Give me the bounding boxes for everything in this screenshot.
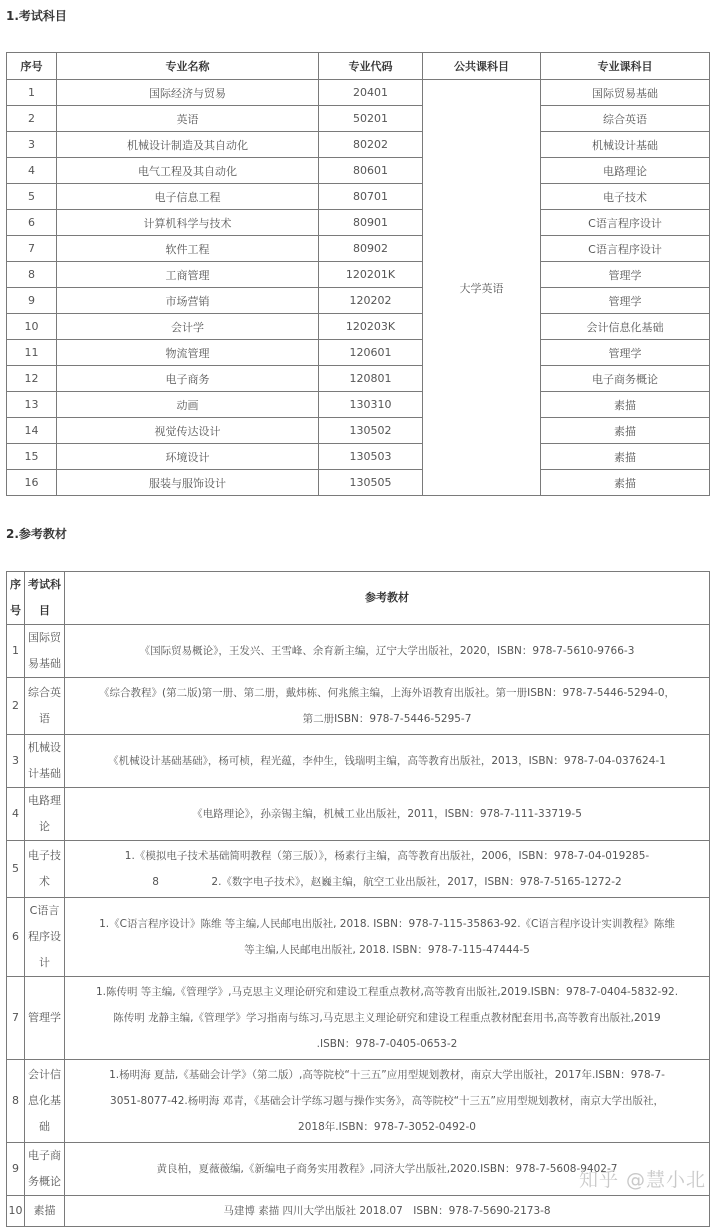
major-subject: C语言程序设计 (541, 236, 710, 262)
reference-book (65, 625, 710, 678)
major-name: 电子信息工程 (57, 184, 319, 210)
major-subject: 电子技术 (541, 184, 710, 210)
table-row (7, 444, 710, 470)
major-subject: 素描 (541, 444, 710, 470)
row-number: 12 (7, 366, 57, 392)
header-no: 序号 (7, 572, 25, 625)
row-number: 9 (7, 288, 57, 314)
table-header-row (7, 572, 710, 625)
exam-subject: 国际贸易基础 (25, 625, 65, 678)
table-row (7, 418, 710, 444)
table-row (7, 340, 710, 366)
row-number: 5 (7, 841, 25, 898)
major-code: 80902 (319, 236, 423, 262)
reference-book-line: 1.《C语言程序设计》陈维 等主编,人民邮电出版社, 2018. ISBN：978-7-115-35863-92.《C语言程序设计实训教程》陈维 (99, 918, 675, 930)
exam-subject: 电路理论 (25, 788, 65, 841)
reference-book-line: 《电路理论》，孙亲锡主编，机械工业出版社，2011，ISBN：978-7-111-33719-5 (192, 808, 582, 820)
major-code: 120203K (319, 314, 423, 340)
exam-subject: 管理学 (25, 977, 65, 1060)
major-subject: 素描 (541, 418, 710, 444)
table-row (7, 977, 710, 1060)
reference-book-line: 《综合教程》(第二版)第一册、第二册，戴炜栋、何兆熊主编，上海外语教育出版社。第一册ISBN：978-7-5446-5294-0， (98, 687, 675, 699)
major-subject: 管理学 (541, 262, 710, 288)
section-title-exam-subjects: 1.考试科目 (6, 9, 67, 23)
exam-subject: C语言程序设计 (25, 898, 65, 977)
major-name: 国际经济与贸易 (57, 80, 319, 106)
major-code: 80601 (319, 158, 423, 184)
table-row (7, 470, 710, 496)
major-code: 130503 (319, 444, 423, 470)
major-name: 服装与服饰设计 (57, 470, 319, 496)
row-number: 16 (7, 470, 57, 496)
row-number: 10 (7, 1196, 25, 1227)
row-number: 1 (7, 625, 25, 678)
reference-book-line: .ISBN：978-7-0405-0653-2 (316, 1038, 458, 1050)
row-number: 8 (7, 262, 57, 288)
reference-book-line: 8 2.《数字电子技术》，赵巍主编，航空工业出版社，2017，ISBN：978-7-5165-1272-2 (152, 876, 622, 888)
reference-book-line: 《机械设计基础基础》，杨可桢，程光蕴，李仲生，钱瑞明主编，高等教育出版社，2013，ISBN：978-7-04-037624-1 (108, 755, 666, 767)
major-subject: 管理学 (541, 340, 710, 366)
major-name: 工商管理 (57, 262, 319, 288)
row-number: 4 (7, 158, 57, 184)
major-name: 视觉传达设计 (57, 418, 319, 444)
major-code: 130502 (319, 418, 423, 444)
header-major: 专业名称 (57, 53, 319, 80)
row-number: 6 (7, 210, 57, 236)
reference-book-line: 等主编,人民邮电出版社, 2018. ISBN：978-7-115-47444-5 (244, 944, 530, 956)
exam-subject: 素描 (25, 1196, 65, 1227)
row-number: 3 (7, 132, 57, 158)
major-name: 物流管理 (57, 340, 319, 366)
table-row (7, 184, 710, 210)
major-subject: 素描 (541, 392, 710, 418)
major-code: 80901 (319, 210, 423, 236)
major-name: 会计学 (57, 314, 319, 340)
major-name: 市场营销 (57, 288, 319, 314)
table-row (7, 210, 710, 236)
table-header-row (7, 53, 710, 80)
header-major-subject: 专业课科目 (541, 53, 710, 80)
header-public-subject: 公共课科目 (423, 53, 541, 80)
major-subject: 国际贸易基础 (541, 80, 710, 106)
table-row (7, 262, 710, 288)
table-row (7, 236, 710, 262)
reference-book-line: 陈传明 龙静主编,《管理学》学习指南与练习,马克思主义理论研究和建设工程重点教材配套用书,高等教育出版社,2019 (113, 1012, 661, 1024)
major-subject: 机械设计基础 (541, 132, 710, 158)
major-code: 80701 (319, 184, 423, 210)
reference-book-line: 1.《模拟电子技术基础简明教程（第三版）》，杨素行主编，高等教育出版社，2006，ISBN：978-7-04-019285- (124, 850, 650, 862)
table-row (7, 80, 710, 106)
row-number: 1 (7, 80, 57, 106)
major-code: 120201K (319, 262, 423, 288)
row-number: 6 (7, 898, 25, 977)
exam-subjects-table (6, 52, 710, 496)
row-number: 14 (7, 418, 57, 444)
table-row (7, 132, 710, 158)
row-number: 11 (7, 340, 57, 366)
reference-book (65, 678, 710, 735)
header-subject: 考试科目 (25, 572, 65, 625)
table-row (7, 788, 710, 841)
public-subject: 大学英语 (423, 80, 541, 496)
reference-book (65, 735, 710, 788)
table-row (7, 898, 710, 977)
row-number: 8 (7, 1060, 25, 1143)
reference-book-line: 1.陈传明 等主编,《管理学》,马克思主义理论研究和建设工程重点教材,高等教育出版社,2019.ISBN：978-7-0404-5832-92. (95, 986, 679, 998)
exam-subject: 机械设计基础 (25, 735, 65, 788)
reference-book-line: 马建博 素描 四川大学出版社 2018.07 ISBN：978-7-5690-2173-8 (223, 1205, 551, 1217)
row-number: 9 (7, 1143, 25, 1196)
table-row (7, 678, 710, 735)
table-row (7, 1060, 710, 1143)
major-subject: 电路理论 (541, 158, 710, 184)
reference-book (65, 841, 710, 898)
row-number: 15 (7, 444, 57, 470)
major-subject: 会计信息化基础 (541, 314, 710, 340)
header-code: 专业代码 (319, 53, 423, 80)
row-number: 7 (7, 236, 57, 262)
table-row (7, 625, 710, 678)
major-code: 50201 (319, 106, 423, 132)
table-row (7, 841, 710, 898)
major-code: 120601 (319, 340, 423, 366)
reference-book-line: 3051-8077-42.杨明海 邓青，《基础会计学练习题与操作实务》，高等院校“十三五”应用型规划教材，南京大学出版社， (110, 1095, 664, 1107)
major-code: 20401 (319, 80, 423, 106)
reference-books-table (6, 571, 710, 1227)
reference-book-line: 2018年.ISBN：978-7-3052-0492-0 (298, 1121, 476, 1133)
major-name: 计算机科学与技术 (57, 210, 319, 236)
reference-book-line: 第二册ISBN：978-7-5446-5295-7 (302, 713, 472, 725)
table-row (7, 158, 710, 184)
major-name: 电子商务 (57, 366, 319, 392)
reference-book (65, 1060, 710, 1143)
row-number: 13 (7, 392, 57, 418)
row-number: 7 (7, 977, 25, 1060)
exam-subject: 综合英语 (25, 678, 65, 735)
section-title-reference-books: 2.参考教材 (6, 527, 67, 541)
reference-book (65, 788, 710, 841)
major-name: 机械设计制造及其自动化 (57, 132, 319, 158)
major-subject: 素描 (541, 470, 710, 496)
row-number: 5 (7, 184, 57, 210)
major-name: 电气工程及其自动化 (57, 158, 319, 184)
table-row (7, 288, 710, 314)
header-no: 序号 (7, 53, 57, 80)
major-code: 120801 (319, 366, 423, 392)
major-code: 130505 (319, 470, 423, 496)
major-subject: 管理学 (541, 288, 710, 314)
table-row (7, 1196, 710, 1227)
major-name: 软件工程 (57, 236, 319, 262)
exam-subject: 电子商务概论 (25, 1143, 65, 1196)
table-row (7, 366, 710, 392)
table-row (7, 392, 710, 418)
major-code: 80202 (319, 132, 423, 158)
major-name: 环境设计 (57, 444, 319, 470)
row-number: 2 (7, 106, 57, 132)
row-number: 10 (7, 314, 57, 340)
reference-book (65, 977, 710, 1060)
row-number: 4 (7, 788, 25, 841)
exam-subject: 会计信息化基础 (25, 1060, 65, 1143)
exam-subject: 电子技术 (25, 841, 65, 898)
reference-book-line: 黄良柏，夏薇薇编,《新编电子商务实用教程》,同济大学出版社,2020.ISBN：978-7-5608-9402-7 (156, 1163, 618, 1175)
zhihu-watermark: 知乎 @慧小北 (578, 1169, 706, 1191)
major-subject: 综合英语 (541, 106, 710, 132)
table-row (7, 735, 710, 788)
reference-book-line: 《国际贸易概论》，王发兴、王雪峰、余育新主编，辽宁大学出版社，2020，ISBN：978-7-5610-9766-3 (139, 645, 635, 657)
major-subject: 电子商务概论 (541, 366, 710, 392)
table-row (7, 106, 710, 132)
major-code: 130310 (319, 392, 423, 418)
header-books: 参考教材 (65, 572, 710, 625)
row-number: 3 (7, 735, 25, 788)
reference-book-line: 1.杨明海 夏喆,《基础会计学》（第二版）,高等院校“十三五”应用型规划教材，南京大学出版社，2017年.ISBN：978-7- (109, 1069, 665, 1081)
reference-book (65, 1196, 710, 1227)
major-name: 动画 (57, 392, 319, 418)
table-row (7, 314, 710, 340)
major-name: 英语 (57, 106, 319, 132)
major-code: 120202 (319, 288, 423, 314)
reference-book (65, 898, 710, 977)
major-subject: C语言程序设计 (541, 210, 710, 236)
row-number: 2 (7, 678, 25, 735)
